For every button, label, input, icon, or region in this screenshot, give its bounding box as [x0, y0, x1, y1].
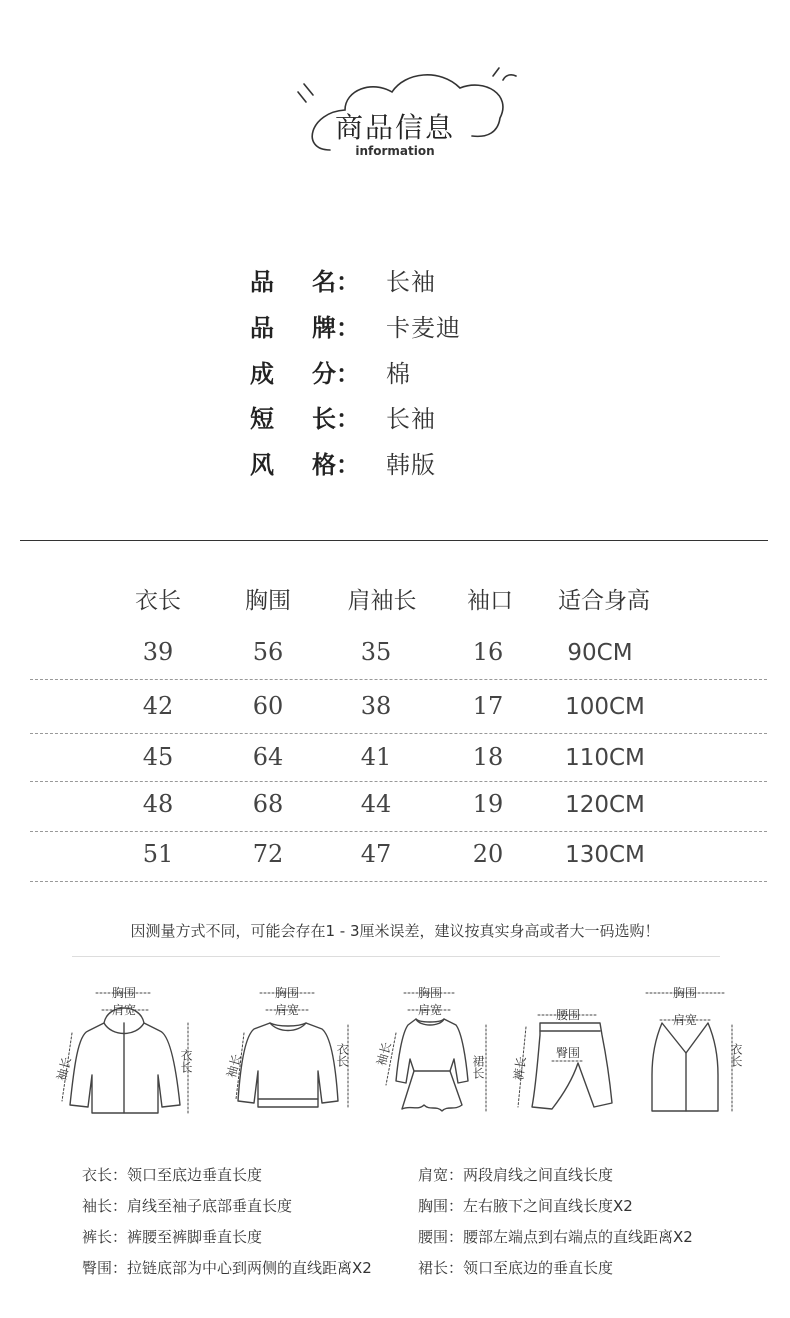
table-cell: 68 [252, 790, 284, 818]
vest-diagram-icon [646, 985, 743, 1111]
table-cell: 38 [360, 692, 392, 720]
hoodie-sleeve-label: 袖长 [54, 1055, 75, 1083]
info-row [250, 445, 650, 485]
table-cell: 56 [252, 638, 284, 666]
dress-diagram-icon [373, 985, 486, 1111]
table-cell: 42 [142, 692, 174, 720]
table-cell: 120CM [565, 792, 645, 818]
measurement-diagrams [0, 975, 790, 1120]
table-cell: 19 [472, 790, 504, 818]
vest-chest-label: 胸围 [672, 986, 698, 1000]
table-cell: 44 [360, 790, 392, 818]
table-header-chest: 胸围 [245, 588, 291, 614]
table-header-length: 衣长 [135, 588, 181, 614]
table-cell: 41 [360, 743, 392, 771]
page-title: 商品信息 [334, 111, 455, 144]
table-cell: 18 [472, 743, 504, 771]
info-colon: ： [336, 314, 360, 342]
table-cell: 110CM [565, 745, 645, 771]
glossary-desc: 两段肩线之间直线长度 [463, 1166, 614, 1184]
info-row [250, 262, 650, 302]
table-cell: 64 [252, 743, 284, 771]
info-label-char: 风 [250, 451, 274, 479]
dress-chest-label: 胸围 [417, 986, 443, 1000]
info-value: 韩版 [386, 451, 436, 479]
glossary-term: 裙长： [418, 1259, 464, 1277]
info-colon: ： [336, 451, 360, 479]
sweater-sleeve-label: 袖长 [224, 1052, 245, 1080]
glossary-item [82, 1164, 262, 1185]
sweater-diagram-icon [223, 985, 349, 1107]
hoodie-chest-label: 胸围 [111, 986, 137, 1000]
info-label-char: 牌 [312, 314, 336, 342]
table-header-height: 适合身高 [558, 588, 650, 614]
pants-waist-label: 腰围 [555, 1008, 581, 1022]
note-divider [72, 956, 720, 957]
info-label-char: 长 [312, 405, 336, 433]
table-cell: 20 [472, 840, 504, 868]
hoodie-diagram-icon [53, 985, 193, 1113]
info-label-char: 名 [312, 268, 336, 296]
sweater-length-label: 衣长 [335, 1043, 349, 1067]
table-cell: 39 [142, 638, 174, 666]
dress-sleeve-label: 袖长 [374, 1040, 395, 1068]
glossary-term: 肩宽： [418, 1166, 464, 1184]
glossary-term: 胸围： [418, 1197, 464, 1215]
table-cell: 72 [252, 840, 284, 868]
table-cell: 130CM [565, 842, 645, 868]
info-value: 卡麦迪 [386, 314, 461, 342]
table-cell: 16 [472, 638, 504, 666]
table-cell: 47 [360, 840, 392, 868]
info-row [250, 399, 650, 439]
info-label-char: 格 [312, 451, 336, 479]
table-cell: 60 [252, 692, 284, 720]
glossary-desc: 领口至底边的垂直长度 [463, 1259, 614, 1277]
row-separator [30, 831, 767, 832]
glossary-item [418, 1195, 633, 1216]
hoodie-shoulder-label: 肩宽 [111, 1003, 137, 1017]
table-cell: 35 [360, 638, 392, 666]
info-label-char: 分 [312, 360, 336, 388]
info-colon: ： [336, 405, 360, 433]
info-label-char: 短 [250, 405, 274, 433]
glossary-item [82, 1257, 372, 1278]
glossary-desc: 左右腋下之间直线长度X2 [463, 1197, 633, 1215]
table-cell: 48 [142, 790, 174, 818]
pants-length-label: 裤长 [511, 1055, 529, 1082]
glossary-desc: 腰部左端点到右端点的直线距离X2 [463, 1228, 693, 1246]
table-header-cuff: 袖口 [467, 588, 513, 614]
table-cell: 90CM [567, 640, 633, 666]
pants-hip-label: 臀围 [555, 1046, 581, 1060]
glossary-item [82, 1226, 262, 1247]
info-colon: ： [336, 360, 360, 388]
row-separator [30, 781, 767, 782]
glossary-term: 袖长： [82, 1197, 128, 1215]
info-label-char: 品 [250, 314, 274, 342]
measurement-note: 因测量方式不同，可能会存在1 - 3厘米误差，建议按真实身高或者大一码选购！ [130, 922, 660, 940]
row-separator [30, 881, 767, 882]
glossary-desc: 领口至底边垂直长度 [127, 1166, 263, 1184]
cloud-icon [0, 0, 790, 200]
info-label-char: 品 [250, 268, 274, 296]
pants-diagram-icon [511, 1008, 612, 1109]
table-header-sleeve: 肩袖长 [347, 588, 417, 614]
sweater-chest-label: 胸围 [274, 986, 300, 1000]
info-value: 棉 [386, 360, 411, 388]
glossary-desc: 裤腰至裤脚垂直长度 [127, 1228, 263, 1246]
table-cell: 51 [142, 840, 174, 868]
section-divider [20, 540, 768, 541]
info-value: 长袖 [386, 268, 436, 296]
info-colon: ： [336, 268, 360, 296]
glossary-term: 腰围： [418, 1228, 464, 1246]
glossary-desc: 肩线至袖子底部垂直长度 [127, 1197, 293, 1215]
sweater-shoulder-label: 肩宽 [274, 1003, 300, 1017]
vest-length-label: 衣长 [729, 1043, 743, 1067]
row-separator [30, 733, 767, 734]
info-value: 长袖 [386, 405, 436, 433]
glossary-item [418, 1164, 613, 1185]
glossary-term: 衣长： [82, 1166, 128, 1184]
table-cell: 17 [472, 692, 504, 720]
vest-shoulder-label: 肩宽 [672, 1013, 698, 1027]
glossary-term: 臀围： [82, 1259, 128, 1277]
dress-length-label: 裙长 [471, 1055, 485, 1079]
glossary-item [82, 1195, 292, 1216]
header [0, 0, 790, 200]
table-cell: 45 [142, 743, 174, 771]
dress-shoulder-label: 肩宽 [417, 1003, 443, 1017]
glossary-desc: 拉链底部为中心到两侧的直线距离X2 [127, 1259, 372, 1277]
info-row [250, 354, 650, 394]
hoodie-length-label: 衣长 [179, 1049, 193, 1073]
row-separator [30, 679, 767, 680]
glossary-item [418, 1257, 613, 1278]
table-cell: 100CM [565, 694, 645, 720]
glossary-item [418, 1226, 693, 1247]
glossary-term: 裤长： [82, 1228, 128, 1246]
info-row [250, 308, 650, 348]
page-subtitle: information [355, 144, 435, 158]
info-label-char: 成 [250, 360, 274, 388]
